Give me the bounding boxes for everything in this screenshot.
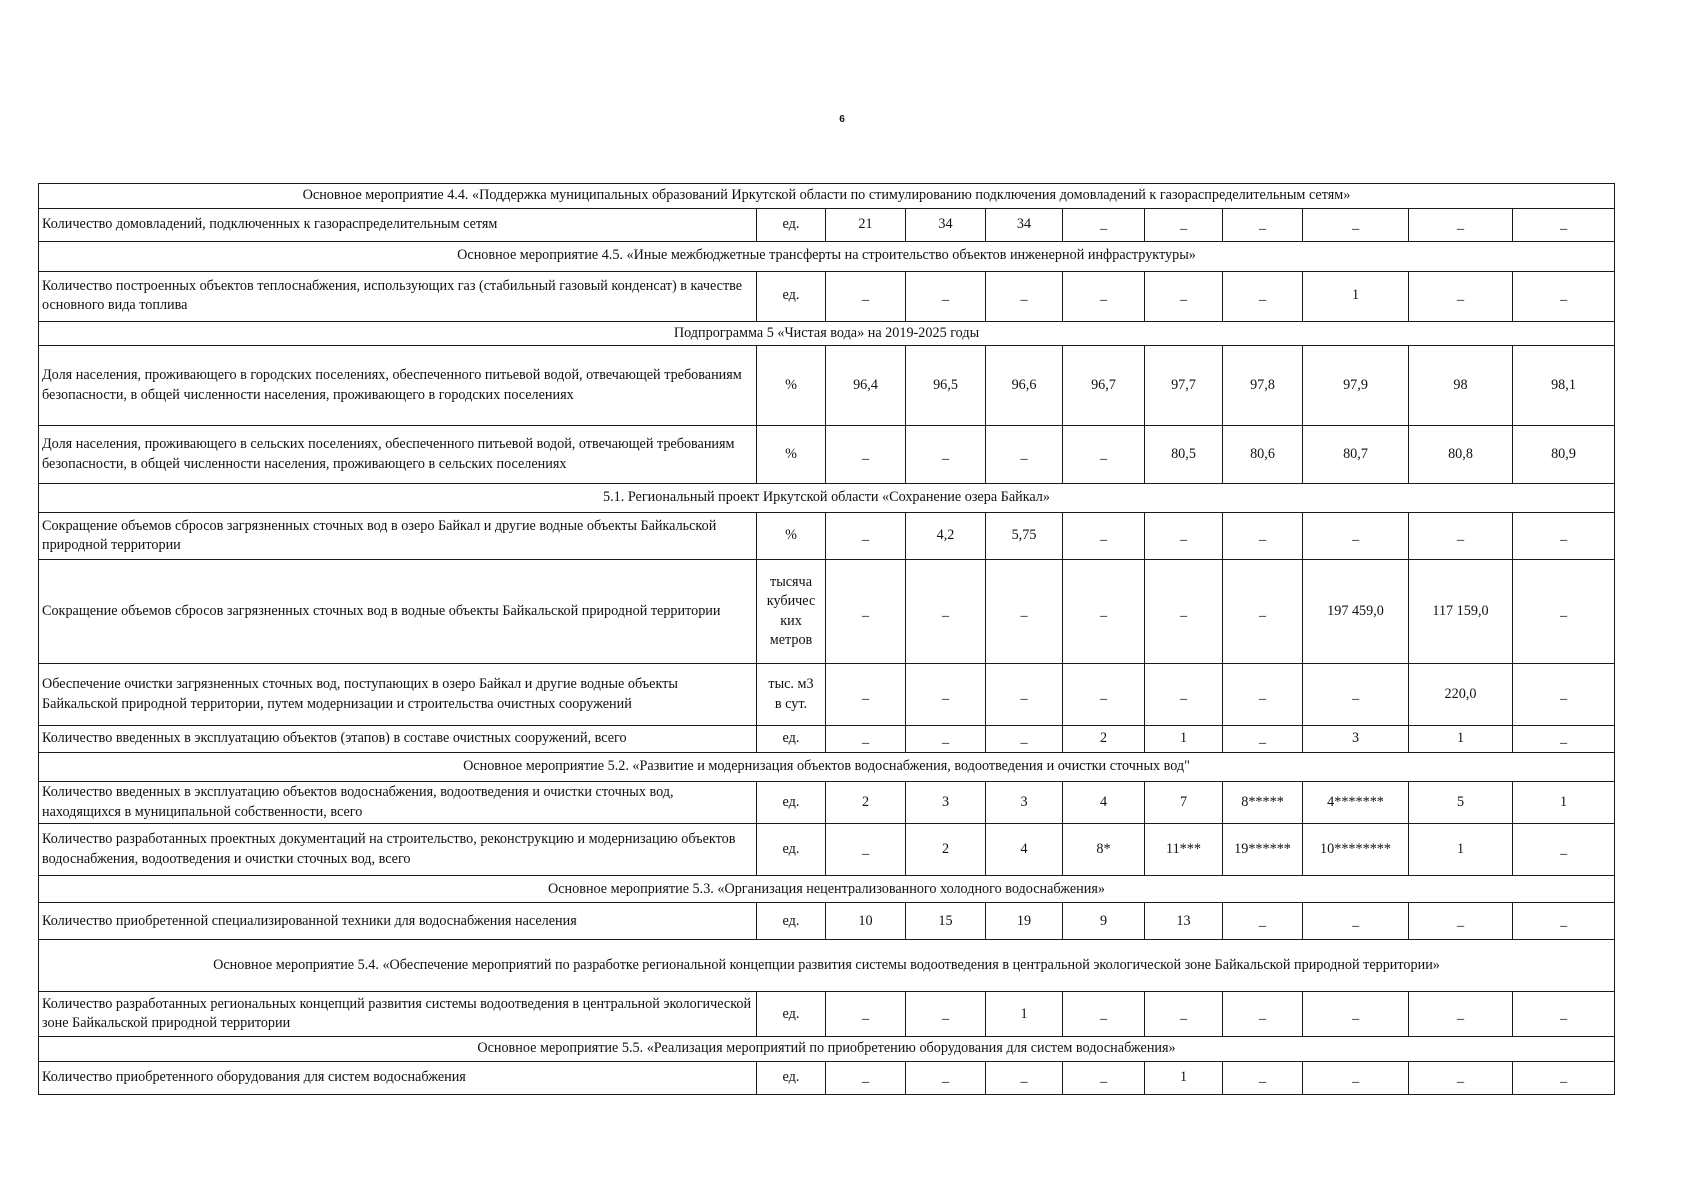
value-cell: _ (1303, 208, 1409, 241)
value-cell: _ (1409, 271, 1513, 321)
value-cell: _ (986, 1061, 1063, 1094)
value-cell: _ (906, 271, 986, 321)
value-cell: _ (1223, 208, 1303, 241)
value-cell: _ (986, 726, 1063, 753)
indicator-name: Количество разработанных проектных документаций на строительство, реконструкцию и модернизацию объектов водоснабжения, водоотведения и очистки сточных вод, всего (39, 824, 757, 876)
value-cell: _ (1513, 664, 1615, 726)
value-cell: 19****** (1223, 824, 1303, 876)
unit-cell: ед. (757, 1061, 826, 1094)
value-cell: _ (1223, 560, 1303, 664)
value-cell: _ (986, 664, 1063, 726)
value-cell: _ (1303, 903, 1409, 940)
unit-cell: ед. (757, 824, 826, 876)
indicator-name: Количество приобретенной специализированной техники для водоснабжения населения (39, 903, 757, 940)
value-cell: 96,6 (986, 346, 1063, 426)
value-cell: _ (1145, 513, 1223, 560)
value-cell: _ (1145, 992, 1223, 1037)
value-cell: _ (1303, 992, 1409, 1037)
value-cell: 1 (1145, 726, 1223, 753)
value-cell: 8***** (1223, 782, 1303, 824)
unit-cell: % (757, 426, 826, 484)
value-cell: 21 (826, 208, 906, 241)
value-cell: _ (1063, 560, 1145, 664)
table-row (39, 271, 1615, 321)
value-cell: _ (1063, 992, 1145, 1037)
value-cell: _ (906, 726, 986, 753)
section-title: Основное мероприятие 5.2. «Развитие и модернизация объектов водоснабжения, водоотведения и очистки сточных вод" (39, 753, 1615, 782)
unit-line: тысяча (770, 573, 812, 590)
indicator-name: Доля населения, проживающего в городских поселениях, обеспеченного питьевой водой, отвечающей требованиям безопасности, в общей численности населения, проживающего в городских поселениях (39, 346, 757, 426)
value-cell: _ (1063, 1061, 1145, 1094)
unit-line: кубичес (766, 593, 816, 610)
value-cell: _ (986, 560, 1063, 664)
section-row (39, 876, 1615, 903)
value-cell: 1 (1145, 1061, 1223, 1094)
value-cell: 2 (906, 824, 986, 876)
section-title: Основное мероприятие 4.4. «Поддержка муниципальных образований Иркутской области по стимулированию подключения домовладений к газораспределительным сетям» (39, 184, 1615, 209)
value-cell: 3 (986, 782, 1063, 824)
value-cell: 2 (1063, 726, 1145, 753)
value-cell: 80,6 (1223, 426, 1303, 484)
value-cell: 34 (906, 208, 986, 241)
section-row (39, 241, 1615, 271)
indicator-name: Количество домовладений, подключенных к газораспределительным сетям (39, 208, 757, 241)
unit-cell: ед. (757, 992, 826, 1037)
value-cell: 4,2 (906, 513, 986, 560)
value-cell: _ (1513, 208, 1615, 241)
value-cell: _ (1409, 1061, 1513, 1094)
value-cell: _ (1223, 513, 1303, 560)
table-row (39, 903, 1615, 940)
value-cell: 97,8 (1223, 346, 1303, 426)
indicator-name: Доля населения, проживающего в сельских поселениях, обеспеченного питьевой водой, отвечающей требованиям безопасности, в общей численности населения, проживающего в сельских поселениях (39, 426, 757, 484)
table-row (39, 1061, 1615, 1094)
value-cell: _ (1063, 513, 1145, 560)
value-cell: 80,7 (1303, 426, 1409, 484)
section-row (39, 321, 1615, 346)
table-row (39, 726, 1615, 753)
table-row (39, 560, 1615, 664)
table-row (39, 513, 1615, 560)
table-row (39, 782, 1615, 824)
indicator-name: Количество приобретенного оборудования для систем водоснабжения (39, 1061, 757, 1094)
table-row (39, 346, 1615, 426)
value-cell: 197 459,0 (1303, 560, 1409, 664)
value-cell: _ (1063, 664, 1145, 726)
value-cell: _ (826, 271, 906, 321)
section-title: Основное мероприятие 5.3. «Организация нецентрализованного холодного водоснабжения» (39, 876, 1615, 903)
value-cell: 1 (1409, 824, 1513, 876)
value-cell: _ (986, 426, 1063, 484)
value-cell: _ (826, 513, 906, 560)
value-cell: _ (1513, 560, 1615, 664)
value-cell: _ (1409, 992, 1513, 1037)
value-cell: _ (1513, 824, 1615, 876)
value-cell: _ (906, 664, 986, 726)
unit-cell (757, 560, 826, 664)
value-cell: _ (826, 1061, 906, 1094)
value-cell: 19 (986, 903, 1063, 940)
value-cell: 80,9 (1513, 426, 1615, 484)
unit-cell: ед. (757, 782, 826, 824)
value-cell: 98 (1409, 346, 1513, 426)
value-cell: 3 (1303, 726, 1409, 753)
value-cell: _ (1223, 726, 1303, 753)
indicator-name: Количество введенных в эксплуатацию объектов (этапов) в составе очистных сооружений, всего (39, 726, 757, 753)
section-row (39, 184, 1615, 209)
value-cell: _ (906, 560, 986, 664)
value-cell: _ (906, 992, 986, 1037)
page-number: 6 (839, 114, 845, 125)
indicator-name: Обеспечение очистки загрязненных сточных вод, поступающих в озеро Байкал и другие водные объекты Байкальской природной территории, путем модернизации и строительства очистных сооружений (39, 664, 757, 726)
unit-line: тыс. м3 (768, 676, 814, 693)
value-cell: 4******* (1303, 782, 1409, 824)
value-cell: _ (1303, 664, 1409, 726)
table-row (39, 824, 1615, 876)
value-cell: 96,7 (1063, 346, 1145, 426)
unit-line: метров (769, 632, 813, 649)
value-cell: 97,7 (1145, 346, 1223, 426)
value-cell: _ (1513, 903, 1615, 940)
value-cell: 5,75 (986, 513, 1063, 560)
value-cell: _ (1513, 513, 1615, 560)
value-cell: _ (1223, 903, 1303, 940)
indicator-name: Количество построенных объектов теплоснабжения, использующих газ (стабильный газовый конденсат) в качестве основного вида топлива (39, 271, 757, 321)
section-row (39, 484, 1615, 513)
value-cell: _ (1145, 271, 1223, 321)
value-cell: _ (1063, 271, 1145, 321)
unit-line: в сут. (774, 695, 808, 712)
value-cell: _ (1409, 513, 1513, 560)
value-cell: _ (826, 726, 906, 753)
value-cell: _ (1145, 560, 1223, 664)
value-cell: 220,0 (1409, 664, 1513, 726)
section-row (39, 1037, 1615, 1062)
value-cell: 10 (826, 903, 906, 940)
value-cell: 96,5 (906, 346, 986, 426)
unit-cell: % (757, 346, 826, 426)
value-cell: _ (906, 1061, 986, 1094)
value-cell: 7 (1145, 782, 1223, 824)
unit-cell: % (757, 513, 826, 560)
unit-line: ких (780, 612, 802, 629)
unit-cell: ед. (757, 726, 826, 753)
value-cell: 80,5 (1145, 426, 1223, 484)
value-cell: 117 159,0 (1409, 560, 1513, 664)
table-row (39, 426, 1615, 484)
value-cell: _ (1513, 992, 1615, 1037)
value-cell: _ (826, 664, 906, 726)
value-cell: _ (1303, 1061, 1409, 1094)
value-cell: _ (1513, 271, 1615, 321)
value-cell: 1 (1513, 782, 1615, 824)
section-row (39, 753, 1615, 782)
section-title: Подпрограмма 5 «Чистая вода» на 2019-2025 годы (39, 321, 1615, 346)
table-row (39, 992, 1615, 1037)
value-cell: _ (826, 824, 906, 876)
value-cell: _ (1223, 1061, 1303, 1094)
value-cell: 9 (1063, 903, 1145, 940)
indicator-name: Сокращение объемов сбросов загрязненных сточных вод в озеро Байкал и другие водные объекты Байкальской природной территории (39, 513, 757, 560)
value-cell: _ (826, 426, 906, 484)
value-cell: 10******** (1303, 824, 1409, 876)
section-title: Основное мероприятие 5.5. «Реализация мероприятий по приобретению оборудования для систем водоснабжения» (39, 1037, 1615, 1062)
indicator-name: Количество разработанных региональных концепций развития системы водоотведения в центральной экологической зоне Байкальской природной территории (39, 992, 757, 1037)
section-row (39, 940, 1615, 992)
value-cell: 13 (1145, 903, 1223, 940)
unit-cell (757, 664, 826, 726)
indicator-name: Количество введенных в эксплуатацию объектов водоснабжения, водоотведения и очистки сточных вод, находящихся в муниципальной собственности, всего (39, 782, 757, 824)
value-cell: 96,4 (826, 346, 906, 426)
table-row (39, 208, 1615, 241)
indicator-name: Сокращение объемов сбросов загрязненных сточных вод в водные объекты Байкальской природной территории (39, 560, 757, 664)
value-cell: 5 (1409, 782, 1513, 824)
value-cell: 15 (906, 903, 986, 940)
section-title: Основное мероприятие 5.4. «Обеспечение мероприятий по разработке региональной концепции развития системы водоотведения в центральной экологической зоне Байкальской природной территории» (39, 940, 1615, 992)
value-cell: _ (986, 271, 1063, 321)
value-cell: _ (1513, 726, 1615, 753)
value-cell: 1 (986, 992, 1063, 1037)
value-cell: 4 (986, 824, 1063, 876)
value-cell: 3 (906, 782, 986, 824)
indicators-table (38, 183, 1615, 1095)
section-title: 5.1. Региональный проект Иркутской области «Сохранение озера Байкал» (39, 484, 1615, 513)
value-cell: _ (906, 426, 986, 484)
value-cell: _ (1145, 208, 1223, 241)
value-cell: 34 (986, 208, 1063, 241)
value-cell: 2 (826, 782, 906, 824)
value-cell: _ (826, 560, 906, 664)
unit-cell: ед. (757, 208, 826, 241)
unit-cell: ед. (757, 903, 826, 940)
value-cell: _ (1409, 208, 1513, 241)
value-cell: _ (1145, 664, 1223, 726)
table-row (39, 664, 1615, 726)
value-cell: _ (1409, 903, 1513, 940)
value-cell: _ (1303, 513, 1409, 560)
value-cell: 1 (1303, 271, 1409, 321)
value-cell: _ (826, 992, 906, 1037)
value-cell: 8* (1063, 824, 1145, 876)
value-cell: 4 (1063, 782, 1145, 824)
value-cell: 11*** (1145, 824, 1223, 876)
section-title: Основное мероприятие 4.5. «Иные межбюджетные трансферты на строительство объектов инженерной инфраструктуры» (39, 241, 1615, 271)
value-cell: 97,9 (1303, 346, 1409, 426)
value-cell: _ (1223, 271, 1303, 321)
value-cell: 98,1 (1513, 346, 1615, 426)
value-cell: _ (1063, 208, 1145, 241)
value-cell: _ (1513, 1061, 1615, 1094)
value-cell: _ (1223, 664, 1303, 726)
value-cell: 1 (1409, 726, 1513, 753)
value-cell: _ (1063, 426, 1145, 484)
value-cell: 80,8 (1409, 426, 1513, 484)
value-cell: _ (1223, 992, 1303, 1037)
unit-cell: ед. (757, 271, 826, 321)
